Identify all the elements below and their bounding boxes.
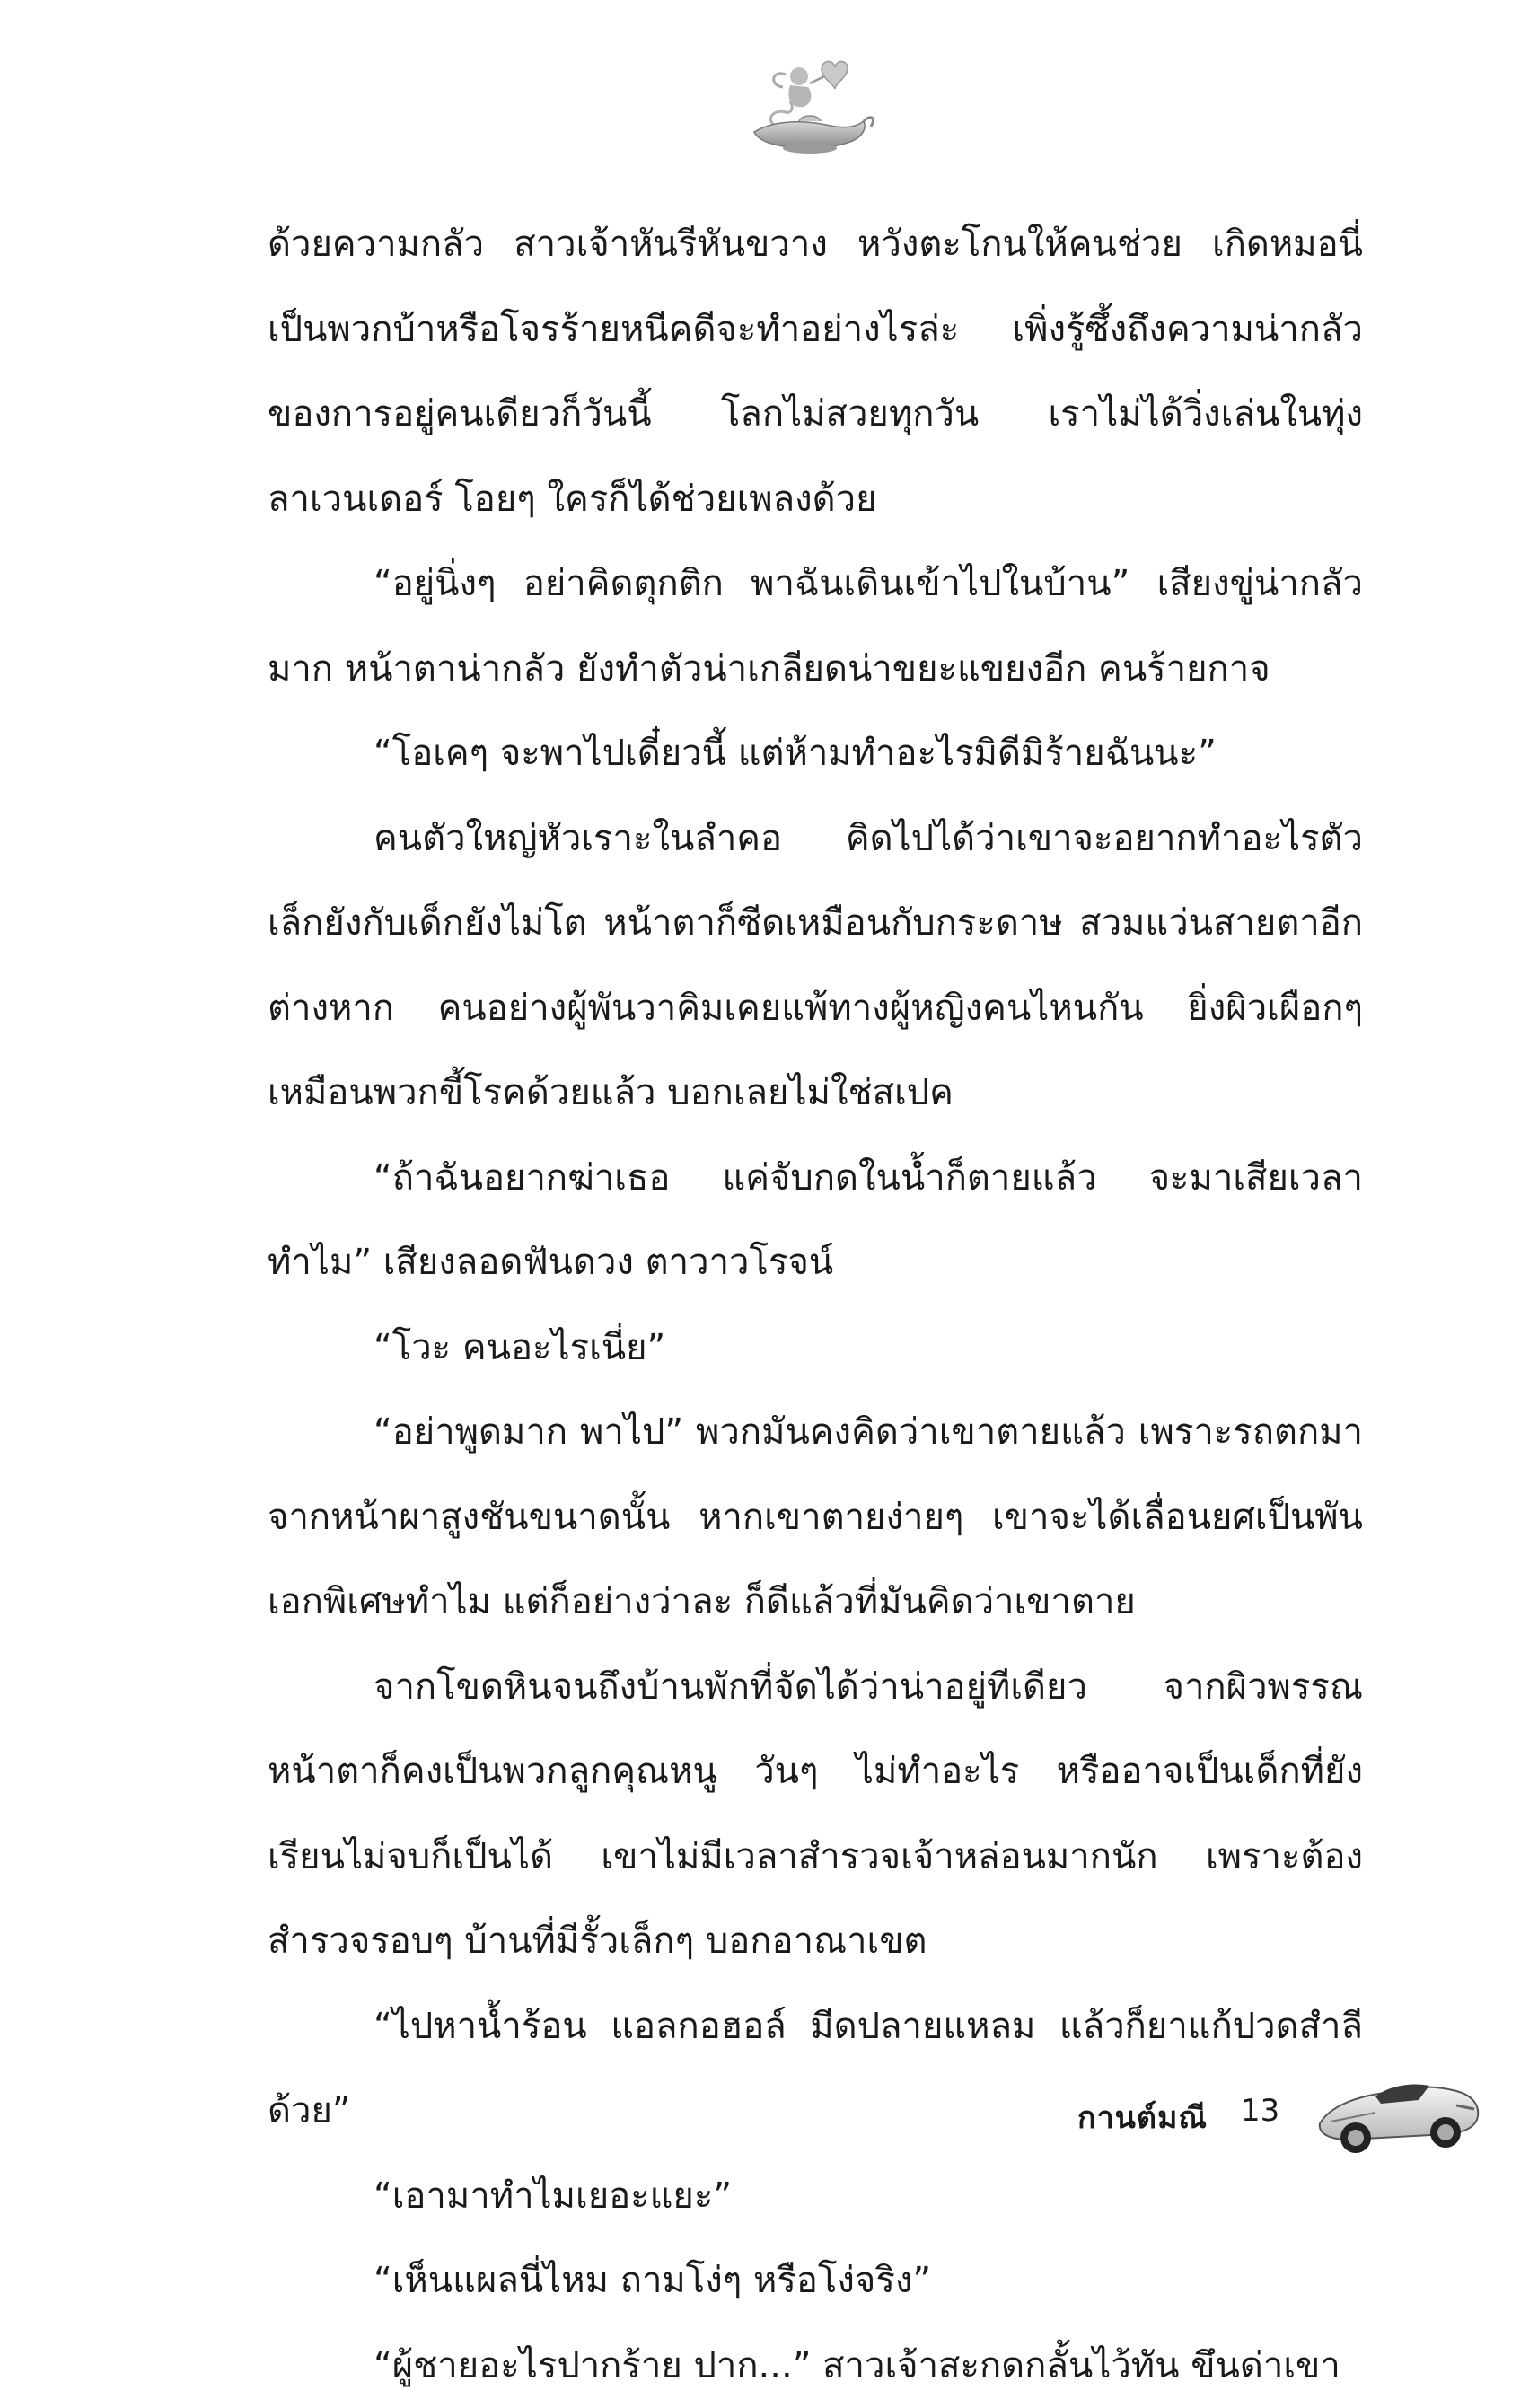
sports-car-icon <box>1313 2061 1483 2164</box>
paragraph: “โวะ คนอะไรเนี่ย” <box>268 1305 1363 1391</box>
paragraph: “ผู้ชายอะไรปากร้าย ปาก...” สาวเจ้าสะกดกลั้นไว้ทัน ขึนด่าเขา <box>268 2324 1363 2408</box>
paragraph: “ไปหาน้ำร้อน แอลกอฮอล์ มีดปลายแหลม แล้วก็ยาแก้ปวดสำลีด้วย” <box>268 1984 1363 2154</box>
genie-lamp-icon <box>736 49 880 157</box>
paragraph: ด้วยความกลัว สาวเจ้าหันรีหันขวาง หวังตะโกนให้คนช่วย เกิดหมอนี่เป็นพวกบ้าหรือโจรร้ายหนีคดีจะทำอย่างไรล่ะ เพิ่งรู้ซึ้งถึงความน่ากลัวของการอยู่คนเดียวก็วันนี้ โลกไม่สวยทุกวัน เราไม่ได้วิ่งเล่นในทุ่งลาเวนเดอร์ โอยๆ ใครก็ได้ช่วยเพลงด้วย <box>268 202 1363 541</box>
paragraph: “เอามาทำไมเยอะแยะ” <box>268 2154 1363 2239</box>
paragraph: “อย่าพูดมาก พาไป” พวกมันคงคิดว่าเขาตายแล้ว เพราะรถตกมาจากหน้าผาสูงชันขนาดนั้น หากเขาตายง่ายๆ เขาจะได้เลื่อนยศเป็นพันเอกพิเศษทำไม แต่ก็อย่างว่าละ ก็ดีแล้วที่มันคิดว่าเขาตาย <box>268 1390 1363 1645</box>
paragraph: “โอเคๆ จะพาไปเดี๋ยวนี้ แต่ห้ามทำอะไรมิดีมิร้ายฉันนะ” <box>268 711 1363 796</box>
page-number: 13 <box>1241 2093 1279 2129</box>
paragraph: จากโขดหินจนถึงบ้านพักที่จัดได้ว่าน่าอยู่ทีเดียว จากผิวพรรณหน้าตาก็คงเป็นพวกลูกคุณหนู วันๆ ไม่ทำอะไร หรืออาจเป็นเด็กที่ยังเรียนไม่จบก็เป็นได้ เขาไม่มีเวลาสำรวจเจ้าหล่อนมากนัก เพราะต้องสำรวจรอบๆ บ้านที่มีรั้วเล็กๆ บอกอาณาเขต <box>268 1645 1363 1984</box>
paragraph: “อยู่นิ่งๆ อย่าคิดตุกติก พาฉันเดินเข้าไปในบ้าน” เสียงขู่น่ากลัวมาก หน้าตาน่ากลัว ยังทำตัวน่าเกลียดน่าขยะแขยงอีก คนร้ายกาจ <box>268 541 1363 711</box>
page-footer <box>1077 2061 1490 2168</box>
book-title: กานต์มณี <box>1077 2093 1208 2141</box>
paragraph: “ถ้าฉันอยากฆ่าเธอ แค่จับกดในน้ำก็ตายแล้ว จะมาเสียเวลาทำไม” เสียงลอดฟันดวง ตาวาวโรจน์ <box>268 1136 1363 1305</box>
paragraph: “เห็นแผลนี่ไหม ถามโง่ๆ หรือโง่จริง” <box>268 2238 1363 2324</box>
paragraph: คนตัวใหญ่หัวเราะในลำคอ คิดไปได้ว่าเขาจะอยากทำอะไรตัวเล็กยังกับเด็กยังไม่โต หน้าตาก็ซีดเหมือนกับกระดาษ สวมแว่นสายตาอีกต่างหาก คนอย่างผู้พันวาคิมเคยแพ้ทางผู้หญิงคนไหนกัน ยิ่งผิวเผือกๆ เหมือนพวกขี้โรคด้วยแล้ว บอกเลยไม่ใช่สเปค <box>268 796 1363 1136</box>
